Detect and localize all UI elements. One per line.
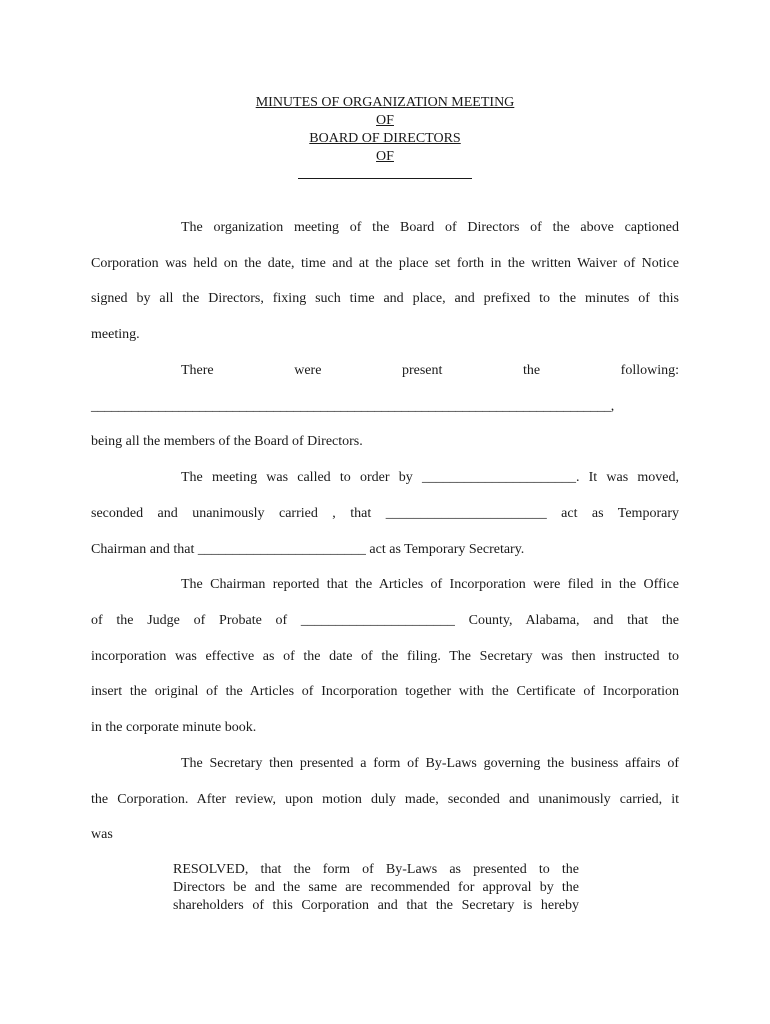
paragraph-called-to-order bbox=[91, 469, 679, 487]
resolved-block bbox=[173, 861, 579, 915]
p1-line-1: The organization meeting of the Board of Directors of the above captioned bbox=[181, 220, 679, 235]
p5-line-2: the Corporation. After review, upon motion duly made, seconded and unanimously carried, it bbox=[91, 792, 679, 807]
p3-line-2-wrap bbox=[91, 505, 679, 523]
p4-line-2: of the Judge of Probate of ______________________ County, Alabama, and that the bbox=[91, 613, 679, 628]
p2-word-were: were bbox=[294, 363, 322, 378]
p4-line-5: in the corporate minute book. bbox=[91, 720, 257, 735]
p4-line-2-wrap bbox=[91, 612, 679, 630]
p1-line-2: Corporation was held on the date, time and at the place set forth in the written Waiver of Notice bbox=[91, 256, 679, 271]
p1-line-2-wrap bbox=[91, 255, 679, 273]
p2-word-there: There bbox=[181, 363, 214, 378]
p1-line-3: signed by all the Directors, fixing such time and place, and prefixed to the minutes of this bbox=[91, 291, 679, 306]
p4-line-3: incorporation was effective as of the date of the filing. The Secretary was then instructed to bbox=[91, 649, 679, 664]
p1-line-4-wrap bbox=[91, 326, 679, 344]
p2-line-3: being all the members of the Board of Directors. bbox=[91, 434, 363, 449]
resolved-line-3: shareholders of this Corporation and that the Secretary is hereby bbox=[173, 898, 579, 913]
title-line-3: BOARD OF DIRECTORS bbox=[309, 131, 461, 146]
p3-line-1: The meeting was called to order by ______________________. It was moved, bbox=[181, 470, 679, 485]
p4-line-4-wrap bbox=[91, 683, 679, 701]
p2-word-the: the bbox=[522, 363, 541, 378]
corporation-name-blank bbox=[298, 178, 472, 179]
p3-line-3: Chairman and that ________________________ act as Temporary Secretary. bbox=[91, 542, 525, 557]
resolved-line-1: RESOLVED, that the form of By-Laws as presented to the bbox=[173, 862, 579, 877]
p5-line-2-wrap bbox=[91, 791, 679, 809]
p2-line-1 bbox=[91, 362, 679, 380]
p2-word-following: following: bbox=[620, 363, 679, 378]
p1-line-4: meeting. bbox=[91, 327, 140, 342]
paragraph-organization-meeting bbox=[91, 219, 679, 237]
p5-line-3-wrap bbox=[91, 826, 679, 844]
p4-line-4: insert the original of the Articles of Incorporation together with the Certificate of Incorporation bbox=[91, 684, 679, 699]
title-line-1: MINUTES OF ORGANIZATION MEETING bbox=[255, 95, 515, 110]
p5-line-3: was bbox=[91, 827, 113, 842]
paragraph-bylaws bbox=[91, 755, 679, 773]
p4-line-3-wrap bbox=[91, 648, 679, 666]
document-title bbox=[0, 94, 770, 166]
resolved-line-2: Directors be and the same are recommended for approval by the bbox=[173, 880, 579, 895]
p3-line-3-wrap bbox=[91, 541, 679, 559]
p4-line-5-wrap bbox=[91, 719, 679, 737]
title-line-4: OF bbox=[376, 149, 394, 164]
p4-line-1: The Chairman reported that the Articles of Incorporation were filed in the Office bbox=[181, 577, 679, 592]
paragraph-present bbox=[91, 362, 679, 380]
p5-line-1: The Secretary then presented a form of By-Laws governing the business affairs of bbox=[181, 756, 679, 771]
title-line-2: OF bbox=[376, 113, 394, 128]
p2-line-2-wrap bbox=[91, 398, 679, 416]
p1-line-3-wrap bbox=[91, 290, 679, 308]
p2-line-3-wrap bbox=[91, 433, 679, 451]
paragraph-articles-filed bbox=[91, 576, 679, 594]
attendees-blank: _____________________________________________________________________________, bbox=[91, 399, 614, 414]
p3-line-2: seconded and unanimously carried , that _______________________ act as Temporary bbox=[91, 506, 679, 521]
p2-word-present: present bbox=[401, 363, 443, 378]
